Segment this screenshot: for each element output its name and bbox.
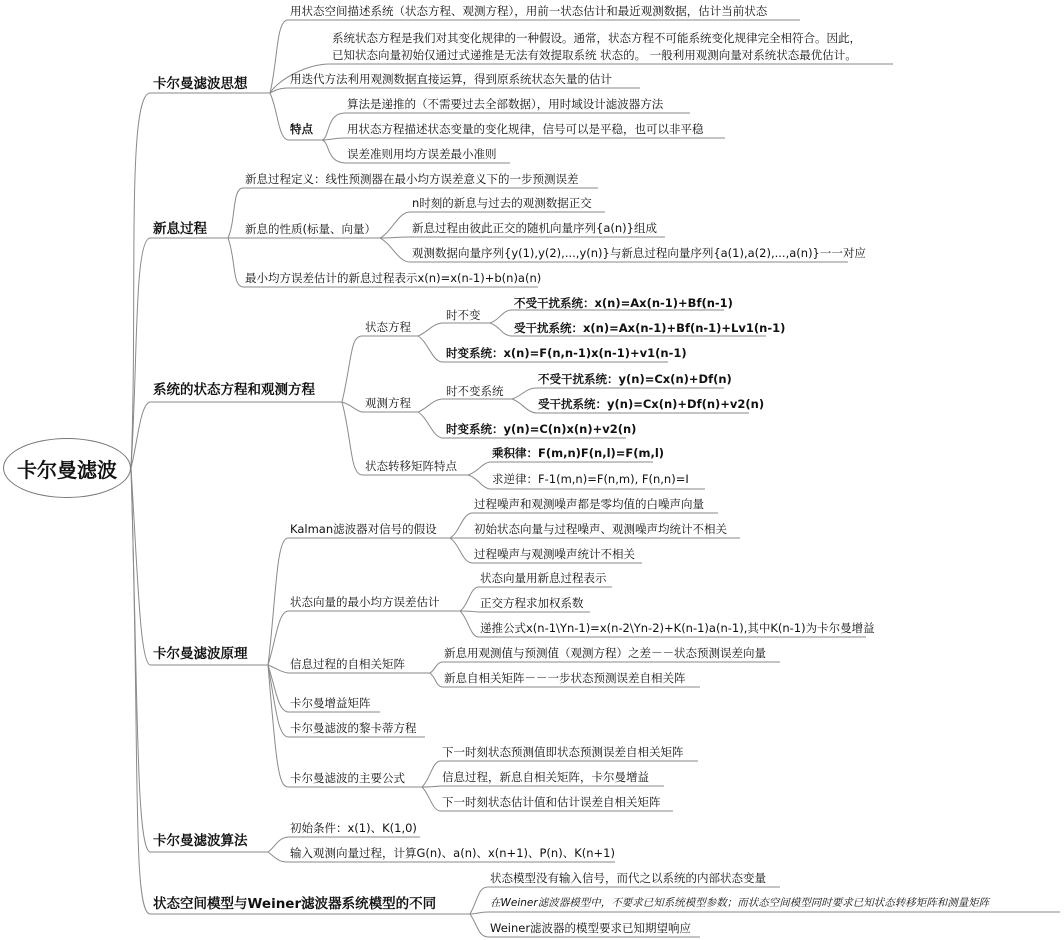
branch-algorithm: 卡尔曼滤波算法 xyxy=(153,833,248,849)
node-state-ti-2: 受干扰系统：x(n)=Ax(n-1)+Bf(n-1)+Lv1(n-1) xyxy=(514,321,786,335)
node-assump-a: 过程噪声和观测噪声都是零均值的白噪声向量 xyxy=(474,497,704,511)
node-transition: 状态转移矩阵特点 xyxy=(365,459,457,473)
node-mmse-b: 正交方程求加权系数 xyxy=(480,596,584,610)
node-innov-prop-c: 观测数据向量序列{y(1),y(2),...,y(n)}与新息过程向量序列{a(1),a(2),...,a(n)}一一对应 xyxy=(412,246,866,260)
node-algo-compute: 输入观测向量过程，计算G(n)、a(n)、x(n+1)、P(n)、K(n+1) xyxy=(290,846,615,860)
node-obs-ti: 时不变系统 xyxy=(446,384,504,398)
node-obs-ti-1: 不受干扰系统：y(n)=Cx(n)+Df(n) xyxy=(538,372,732,386)
node-mmse-c: 递推公式x(n-1\Yn-1)=x(n-2\Yn-2)+K(n-1)a(n-1),其中K(n-1)为卡尔曼增益 xyxy=(480,621,875,635)
node-gain: 卡尔曼增益矩阵 xyxy=(290,696,371,710)
node-feature-c: 误差准则用均方误差最小准则 xyxy=(347,147,497,161)
branch-innovation: 新息过程 xyxy=(153,221,207,237)
node-formula-c: 下一时刻状态估计值和估计误差自相关矩阵 xyxy=(442,795,661,809)
root-node: 卡尔曼滤波 xyxy=(3,438,131,498)
node-innov-mmse: 最小均方误差估计的新息过程表示x(n)=x(n-1)+b(n)a(n) xyxy=(245,271,542,285)
node-assump-b: 初始状态向量与过程噪声、观测噪声均统计不相关 xyxy=(474,522,727,536)
node-formula-a: 下一时刻状态预测值即状态预测误差自相关矩阵 xyxy=(442,745,684,759)
node-features: 特点 xyxy=(290,122,313,136)
node-assumptions: Kalman滤波器对信号的假设 xyxy=(290,522,437,536)
node-algo-init: 初始条件：x(1)、K(1,0) xyxy=(290,821,417,835)
node-autocorr: 信息过程的自相关矩阵 xyxy=(290,657,405,671)
node-mmse-est: 状态向量的最小均方误差估计 xyxy=(290,595,440,609)
node-riccati: 卡尔曼滤波的黎卡蒂方程 xyxy=(290,721,417,735)
node-innov-prop-a: n时刻的新息与过去的观测数据正交 xyxy=(412,196,592,210)
node-obs-tv: 时变系统：y(n)=C(n)x(n)+v2(n) xyxy=(446,422,637,436)
node-feature-a: 算法是递推的（不需要过去全部数据），用时域设计滤波器方法 xyxy=(347,97,664,111)
node-autocorr-a: 新息用观测值与预测值（观测方程）之差－－状态预测误差向量 xyxy=(444,646,766,660)
node-idea-2a: 系统状态方程是我们对其变化规律的一种假设。通常，状态方程不可能系统变化规律完全相符合。因此， xyxy=(332,31,861,45)
node-transition-b: 求逆律：F-1(m,n)=F(n,m), F(n,n)=I xyxy=(492,472,689,486)
node-innov-props: 新息的性质(标量、向量） xyxy=(245,222,376,236)
node-obs-ti-2: 受干扰系统：y(n)=Cx(n)+Df(n)+v2(n) xyxy=(538,397,765,411)
node-diff-c: Weiner滤波器的模型要求已知期望响应 xyxy=(490,921,692,935)
node-idea-2b: 已知状态向量初始仅通过式递推是无法有效提取系统 状态的。 一般利用观测向量对系统状态最优估计。 xyxy=(332,48,857,62)
node-mmse-a: 状态向量用新息过程表示 xyxy=(480,571,607,585)
node-innov-def: 新息过程定义：线性预测器在最小均方误差意义下的一步预测误差 xyxy=(245,172,579,186)
node-diff-b: 在Weiner滤波器模型中，不要求已知系统模型参数；而状态空间模型同时要求已知状态转移矩阵和测量矩阵 xyxy=(490,897,990,909)
node-diff-a: 状态模型没有输入信号，而代之以系统的内部状态变量 xyxy=(490,871,766,885)
branch-weiner-diff: 状态空间模型与Weiner滤波器系统模型的不同 xyxy=(153,896,437,912)
node-state-ti-1: 不受干扰系统：x(n)=Ax(n-1)+Bf(n-1) xyxy=(514,296,733,310)
node-obs-eq: 观测方程 xyxy=(365,396,411,410)
node-state-tv: 时变系统：x(n)=F(n,n-1)x(n-1)+v1(n-1) xyxy=(446,346,687,360)
node-innov-prop-b: 新息过程由彼此正交的随机向量序列{a(n)}组成 xyxy=(412,221,657,235)
node-formula-b: 信息过程，新息自相关矩阵，卡尔曼增益 xyxy=(442,770,649,784)
node-idea-1: 用状态空间描述系统（状态方程、观测方程），用前一状态估计和最近观测数据，估计当前状态 xyxy=(290,4,768,18)
node-formulas: 卡尔曼滤波的主要公式 xyxy=(290,771,405,785)
node-state-ti: 时不变 xyxy=(446,308,481,322)
node-autocorr-b: 新息自相关矩阵－－一步状态预测误差自相关阵 xyxy=(444,671,686,685)
branch-kalman-idea: 卡尔曼滤波思想 xyxy=(153,76,248,92)
branch-principle: 卡尔曼滤波原理 xyxy=(153,646,248,662)
node-idea-3: 用迭代方法利用观测数据直接运算，得到原系统状态矢量的估计 xyxy=(290,72,612,86)
branch-state-obs: 系统的状态方程和观测方程 xyxy=(153,382,315,398)
node-transition-a: 乘积律：F(m,n)F(n,l)=F(m,l) xyxy=(492,446,665,460)
node-feature-b: 用状态方程描述状态变量的变化规律，信号可以是平稳，也可以非平稳 xyxy=(347,122,704,136)
node-assump-c: 过程噪声与观测噪声统计不相关 xyxy=(474,547,635,561)
node-state-eq: 状态方程 xyxy=(365,320,411,334)
